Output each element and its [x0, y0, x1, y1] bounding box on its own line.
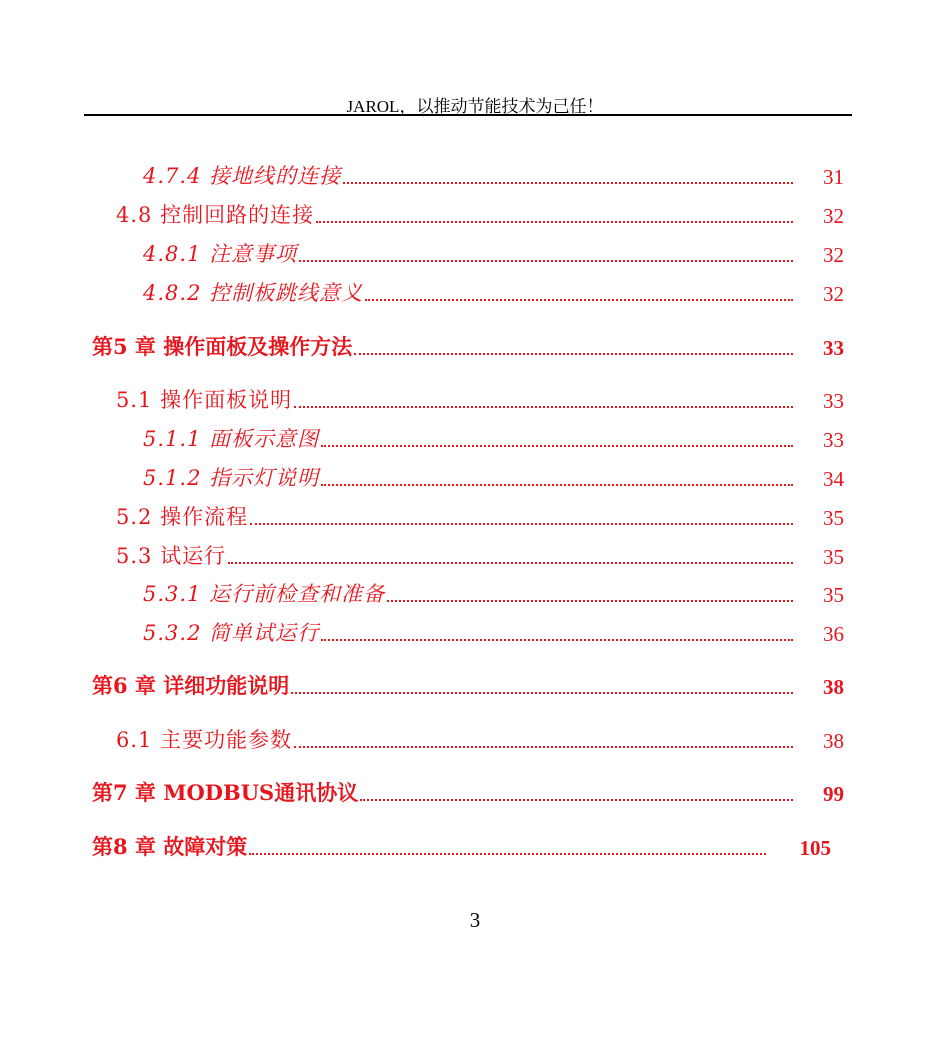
- toc-entry-title: 第8 章 故障对策: [92, 834, 248, 859]
- toc-entry-page: 33: [823, 336, 844, 360]
- toc-dot-leader: [343, 182, 793, 184]
- toc-dot-leader: [387, 600, 793, 602]
- toc-dot-leader: [360, 799, 793, 801]
- toc-entry[interactable]: [0, 581, 950, 611]
- toc-entry-title: 4.7.4 接地线的连接: [143, 164, 342, 188]
- toc-entry-page: 38: [823, 675, 844, 699]
- toc-entry-page: 32: [823, 282, 844, 306]
- toc-entry[interactable]: [0, 780, 950, 810]
- toc-entry-page: 35: [823, 506, 844, 530]
- page-number: 3: [469, 908, 481, 932]
- toc-entry-page: 35: [823, 583, 844, 607]
- toc-entry-page: 31: [823, 165, 844, 189]
- toc-entry[interactable]: [0, 673, 950, 703]
- toc-entry-page: 38: [823, 729, 844, 753]
- toc-dot-leader: [294, 406, 793, 408]
- toc-entry-title: 5.1.2 指示灯说明: [143, 466, 320, 490]
- toc-dot-leader: [354, 353, 793, 355]
- toc-dot-leader: [250, 523, 793, 525]
- toc-dot-leader: [299, 260, 793, 262]
- toc-entry[interactable]: [0, 334, 950, 364]
- toc-entry-title: 5.1.1 面板示意图: [143, 427, 320, 451]
- toc-entry[interactable]: [0, 727, 950, 757]
- toc-entry[interactable]: [0, 163, 950, 193]
- toc-entry-page: 99: [823, 782, 844, 806]
- toc-dot-leader: [321, 445, 793, 447]
- toc-entry[interactable]: [0, 387, 950, 417]
- toc-entry-title: 5.3.1 运行前检查和准备: [143, 582, 386, 606]
- toc-entry-title: 6.1 主要功能参数: [116, 728, 293, 752]
- toc-entry-title: 第6 章 详细功能说明: [92, 673, 290, 698]
- toc-entry-page: 35: [823, 545, 844, 569]
- toc-dot-leader: [228, 562, 793, 564]
- toc-entry-page: 36: [823, 622, 844, 646]
- toc-entry-title: 5.1 操作面板说明: [116, 388, 293, 412]
- toc-entry-title: 4.8.1 注意事项: [143, 242, 298, 266]
- toc-entry[interactable]: [0, 543, 950, 573]
- running-header: JAROL，以推动节能技术为己任！: [346, 97, 604, 116]
- toc-entry-page: 32: [823, 243, 844, 267]
- toc-entry[interactable]: [0, 426, 950, 456]
- toc-entry-title: 第5 章 操作面板及操作方法: [92, 334, 353, 359]
- toc-entry-page: 33: [823, 389, 844, 413]
- toc-entry[interactable]: [0, 834, 950, 864]
- toc-dot-leader: [294, 746, 793, 748]
- toc-dot-leader: [321, 639, 793, 641]
- toc-entry-title: 4.8.2 控制板跳线意义: [143, 281, 364, 305]
- toc-entry-page: 105: [799, 836, 831, 860]
- toc-entry-title: 5.3.2 简单试运行: [143, 621, 320, 645]
- toc-entry[interactable]: [0, 241, 950, 271]
- toc-dot-leader: [291, 692, 793, 694]
- toc-entry-page: 32: [823, 204, 844, 228]
- toc-dot-leader: [249, 853, 766, 855]
- toc-dot-leader: [316, 221, 793, 223]
- toc-entry[interactable]: [0, 280, 950, 310]
- toc-entry-title: 第7 章 MODBUS通讯协议: [92, 780, 359, 805]
- toc-entry-page: 34: [823, 467, 844, 491]
- toc-entry[interactable]: [0, 465, 950, 495]
- toc-entry-page: 33: [823, 428, 844, 452]
- toc-entry[interactable]: [0, 504, 950, 534]
- toc-entry[interactable]: [0, 202, 950, 232]
- toc-dot-leader: [365, 299, 793, 301]
- toc-entry-title: 5.2 操作流程: [116, 505, 249, 529]
- toc-entry-title: 5.3 试运行: [116, 544, 227, 568]
- toc-entry[interactable]: [0, 620, 950, 650]
- toc-dot-leader: [321, 484, 793, 486]
- toc-entry-title: 4.8 控制回路的连接: [116, 203, 315, 227]
